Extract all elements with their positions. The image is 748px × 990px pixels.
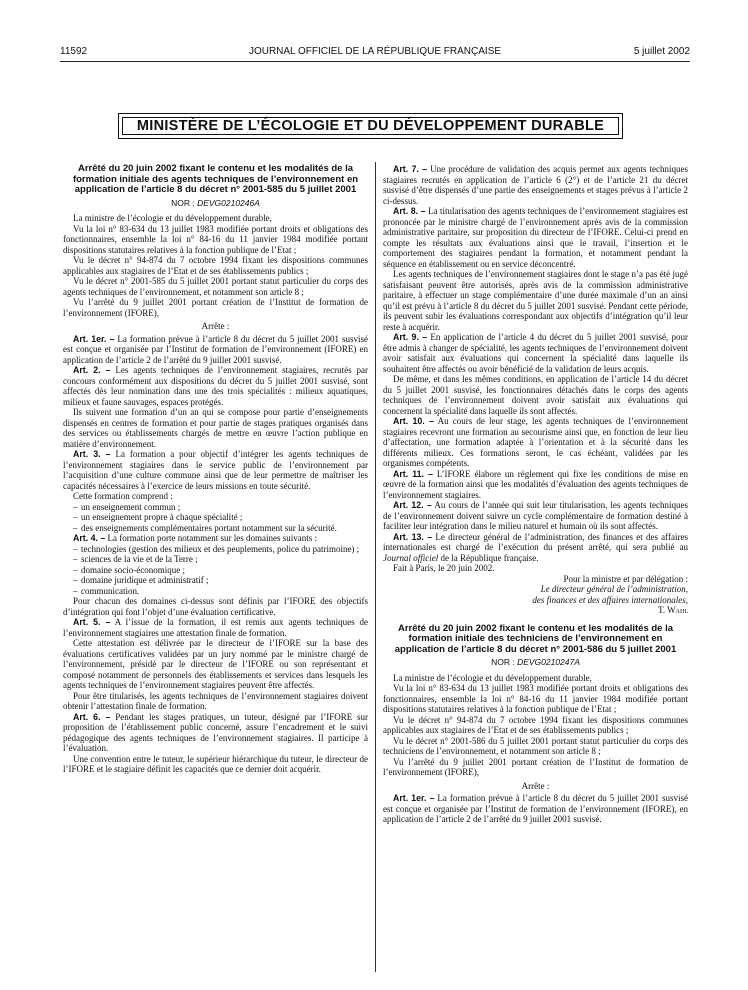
article-2 (63, 365, 368, 407)
article-text: A l’issue de la formation, il est remis aux agents techniques de l’environnement stagiaires une attestation finale de formation. (63, 617, 368, 638)
article-5 (63, 617, 368, 638)
ministry-banner (118, 113, 623, 139)
article-text: Une procédure de validation des acquis permet aux agents techniques stagiaires recrutés en application de l’article 6 (2°) et de l’article 21 du décret susvisé d’être dispensés d’une partie des enseignements et stages prévus à l’article 2 ci-dessus. (383, 164, 688, 206)
list-item: – domaine juridique et administratif ; (73, 575, 368, 586)
article-paragraph: Les agents techniques de l’environnement stagiaires dont le stage n’a pas été jugé satisfaisant peuvent être autorisés, après avis de la commission administrative paritaire, à effectuer un stage complémentaire d’une durée maximale d’un an ainsi qu’il est prévu à l’article 8 du décret du 5 juillet 2001 susvisé. Pendant cette période, ils peuvent subir les évaluations correspondant aux objectifs d’intégration qu’il leur reste à acquérir. (383, 269, 688, 332)
article-4-list (63, 544, 368, 597)
article-3-list (63, 502, 368, 534)
arrete1-nor (63, 198, 368, 209)
signature-intro: Pour la ministre et par délégation : (563, 573, 688, 584)
article-text: Au cours de l’année qui suit leur titularisation, les agents techniques de l’environnement doivent suivre un cycle complémentaire de formation destiné à faciliter leur intégration dans le milieu naturel et humain où ils sont affectés. (383, 500, 688, 531)
nor-code: DEVG0210247A (517, 657, 580, 667)
list-item: – des enseignements complémentaires portant notamment sur la sécurité. (73, 523, 368, 534)
article-1 (383, 793, 688, 825)
left-column (63, 164, 368, 775)
article-label: Art. 8. – (393, 206, 426, 216)
arrete2-nor (383, 657, 688, 668)
list-item: – un enseignement commun ; (73, 502, 368, 513)
article-7 (383, 164, 688, 206)
nor-label: NOR : (171, 197, 195, 208)
article-11 (383, 469, 688, 501)
signatory-name: T. Wahl (658, 605, 688, 615)
arrete-label: Arrête : (201, 321, 230, 331)
article-text: La formation prévue à l’article 8 du décret du 5 juillet 2001 susvisé est conçue et organisée par l’Institut de formation de l’environnement (IFORE), en application de l’article 2 de l’arrêté du 9 juillet 2001 susvisé. (383, 793, 688, 824)
article-9 (383, 332, 688, 374)
article-text: La formation prévue à l’article 8 du décret du 5 juillet 2001 susvisé est conçue et organisée par l’Institut de formation de l’environnement (IFORE) en application de l’article 2 de l’arrêté du 9 juillet 2001 susvisé. (63, 333, 368, 365)
article-label: Art. 11. – (393, 468, 433, 479)
article-label: Art. 6. – (73, 711, 111, 722)
article-label: Art. 4. – (73, 533, 106, 543)
preamble-line: Vu le décret n° 94-874 du 7 octobre 1994 fixant les dispositions communes applicables aux stagiaires de l’Etat et de ses établissements publics ; (63, 255, 368, 276)
article-1 (63, 334, 368, 366)
article-text: Le directeur général de l’administration, des finances et des affaires internationales est chargé de l’exécution du présent arrêté, qui sera publié au (383, 531, 688, 552)
journal-title: JOURNAL OFFICIEL DE LA RÉPUBLIQUE FRANÇAISE (248, 46, 502, 57)
arrete-label: Arrête : (521, 780, 550, 791)
article-text: En application de l’article 4 du décret du 5 juillet 2001 susvisé, pour être admis à changer de spécialité, les agents techniques de l’environnement doivent avoir satisfait aux évaluations qui concernent la spécialité dans laquelle ils souhaitent être affectés ou avoir bénéficié de la validation de leurs acquis. (383, 332, 688, 374)
article-text: La titularisation des agents techniques de l’environnement stagiaires est prononcée par le ministre chargé de l’environnement après avis de la commission administrative paritaire, sur proposition du directeur de l’IFORE. Celui-ci prend en compte les résultats aux évaluations ainsi que le travail, l’insertion et le comportement des stagiaires pendant la formation, et notamment pendant la séquence en établissement ou en service déconcentré. (383, 206, 688, 269)
journal-officiel: Journal officiel (383, 552, 439, 563)
article-text: L’IFORE élabore un règlement qui fixe les conditions de mise en œuvre de la formation ainsi que les modalités d’évaluation des agents techniques de l’environnement stagiaires. (383, 468, 688, 500)
signature-line: Le directeur général de l’administration, (540, 584, 688, 594)
article-label: Art. 12. – (393, 500, 432, 510)
article-label: Art. 7. – (393, 164, 427, 174)
preamble-line: La ministre de l’écologie et du développement durable, (393, 672, 592, 683)
article-3 (63, 449, 368, 491)
article-label: Art. 3. – (73, 449, 111, 459)
list-item: – sciences de la vie et de la Terre ; (73, 554, 368, 565)
right-column (383, 164, 688, 825)
article-paragraph: Cette formation comprend : (73, 491, 173, 501)
ministry-title: MINISTÈRE DE L’ÉCOLOGIE ET DU DÉVELOPPEMENT DURABLE (136, 118, 605, 134)
article-paragraph: Une convention entre le tuteur, le supérieur hiérarchique du tuteur, le directeur de l’IFORE et le stagiaire définit les capacités que ce dernier doit acquérir. (63, 753, 368, 774)
article-10 (383, 416, 688, 469)
list-item: – domaine socio-économique ; (73, 565, 368, 576)
article-paragraph: Cette attestation est délivrée par le directeur de l’IFORE sur la base des évaluations certificatives validées par un jury nommé par le ministre chargé de l’environnement, présidé par le directeur de l’IFORE ou son représentant et composé notamment de personnels des établissements et services dans lesquels les agents techniques de l’environnement stagiaires peuvent être affectés. (63, 638, 368, 690)
article-12 (383, 500, 688, 532)
list-item: – communication. (73, 586, 368, 597)
article-13 (383, 532, 688, 564)
preamble-line: Vu l’arrêté du 9 juillet 2001 portant création de l’Institut de formation de l’environnement (IFORE), (383, 756, 688, 777)
article-8 (383, 206, 688, 269)
article-label: Art. 13. – (393, 531, 433, 542)
preamble-line: La ministre de l’écologie et du développement durable, (73, 213, 272, 223)
preamble-line: Vu la loi n° 83-634 du 13 juillet 1983 modifiée portant droits et obligations des fonctionnaires, ensemble la loi n° 84-16 du 11 janvier 1984 modifiée portant dispositions statutaires relatives à la fonction publique de l’Etat ; (63, 223, 368, 255)
article-text: de la République française. (438, 552, 539, 563)
list-item: – technologies (gestion des milieux et des peuplements, police du patrimoine) ; (73, 544, 368, 555)
preamble-line: Vu le décret n° 2001-585 du 5 juillet 2001 portant statut particulier du corps des agents techniques de l’environnement, et notamment son article 8 ; (63, 276, 368, 297)
article-paragraph: De même, et dans les mêmes conditions, en application de l’article 14 du décret du 5 juillet 2001 susvisé, les fonctionnaires détachés dans le corps des agents techniques de l’environnement doivent avoir satisfait aux évaluations qui concernent la spécialité dans laquelle ils sont affectés. (383, 374, 688, 416)
done-at: Fait à Paris, le 20 juin 2002. (393, 563, 495, 573)
nor-label: NOR : (491, 657, 515, 667)
article-label: Art. 5. – (73, 617, 111, 627)
article-text: Pendant les stages pratiques, un tuteur, désigné par l’IFORE sur proposition de l’établissement public concerné, assure l’encadrement et le suivi pédagogique des agents techniques de l’environnement stagiaires. Il participe à l’évaluation. (63, 711, 368, 753)
preamble-line: Vu le décret n° 94-874 du 7 octobre 1994 fixant les dispositions communes applicables aux stagiaires de l’Etat et de ses établissements publics ; (383, 714, 688, 735)
signature-line: des finances et des affaires internationales, (532, 594, 688, 605)
preamble-line: Vu l’arrêté du 9 juillet 2001 portant création de l’Institut de formation de l’environnement (IFORE), (63, 297, 368, 318)
preamble-line: Vu le décret n° 2001-586 du 5 juillet 2001 portant statut particulier du corps des techniciens de l’environnement, et notamment son article 8 ; (383, 735, 688, 756)
preamble-line: Vu la loi n° 83-634 du 13 juillet 1983 modifiée portant droits et obligations des fonctionnaires, ensemble la loi n° 84-16 du 11 janvier 1984 modifiée portant dispositions statutaires relatives à la fonction publique de l’Etat ; (383, 683, 688, 714)
column-divider (375, 162, 376, 972)
article-text: La formation a pour objectif d’intégrer les agents techniques de l’environnement stagiaires dans le service public de l’environnement par l’acquisition d’une culture commune ainsi que de leur permettre de maîtriser les capacités nécessaires à l’exercice de leurs missions en toute sécurité. (63, 449, 368, 491)
article-label: Art. 10. – (393, 416, 434, 426)
article-6 (63, 712, 368, 754)
article-label: Art. 9. – (393, 332, 428, 342)
article-text: La formation porte notamment sur les domaines suivants : (107, 533, 317, 543)
page-header (60, 46, 690, 60)
article-label: Art. 1er. – (73, 333, 115, 344)
article-text: Au cours de leur stage, les agents techniques de l’environnement stagiaires recevront une formation au secourisme ainsi que, en fonction de leur lieu d’affectation, une formation adaptée à l’orientation et à la sécurité dans les différents milieux. Ces formations seront, le cas échéant, validées par les organismes compétents. (383, 416, 688, 468)
article-paragraph: Pour chacun des domaines ci-dessus sont définis par l’IFORE des objectifs d’intégration qui font l’objet d’une évaluation certificative. (63, 596, 368, 617)
header-rule (60, 61, 690, 62)
list-item: – un enseignement propre à chaque spécialité ; (73, 512, 368, 523)
arrete2-title: Arrêté du 20 juin 2002 fixant le contenu et les modalités de la formation initiale des techniciens de l’environnement en application de l’article 8 du décret n° 2001-586 du 5 juillet 2001 (394, 622, 677, 655)
article-paragraph: Pour être titularisés, les agents techniques de l’environnement stagiaires doivent obtenir l’attestation finale de formation. (63, 690, 368, 711)
article-label: Art. 2. – (73, 365, 111, 375)
issue-date: 5 juillet 2002 (633, 46, 690, 57)
nor-code: DEVG0210246A (197, 197, 260, 208)
arrete1-title: Arrêté du 20 juin 2002 fixant le contenu et les modalités de la formation initiale des agents techniques de l’environnement en application de l’article 8 du décret n° 2001-585 du 5 juillet 2001 (72, 163, 359, 195)
article-label: Art. 1er. – (393, 793, 435, 803)
article-4 (63, 533, 368, 544)
page-number: 11592 (60, 46, 88, 57)
article-paragraph: Ils suivent une formation d’un an qui se compose pour partie d’enseignements dispensés en centres de formation et pour partie de stages pratiques organisés dans des services ou établissements chargés de mettre en œuvre l’action publique en matière d’environnement. (63, 407, 368, 449)
article-text: Les agents techniques de l’environnement stagiaires, recrutés par concours conformément aux dispositions du décret du 5 juillet 2001 susvisé, sont affectés dès leur nomination dans une des trois spécialités : milieux aquatiques, milieux et faune sauvages, espaces protégés. (63, 365, 368, 407)
